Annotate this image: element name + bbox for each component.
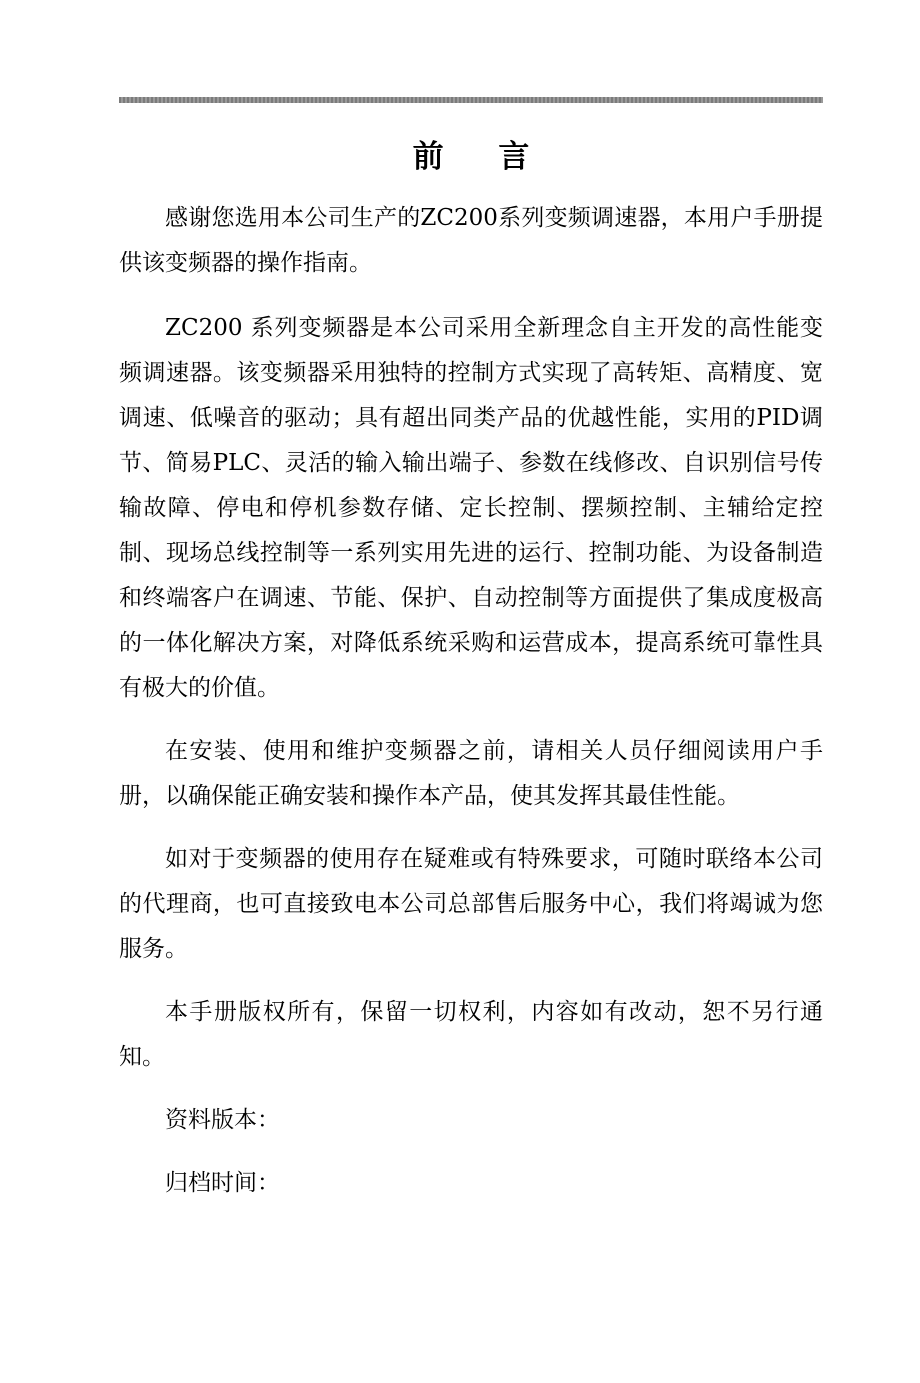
paragraph-read-manual: 在安装、使用和维护变频器之前，请相关人员仔细阅读用户手册，以确保能正确安装和操作本产品，使其发挥其最佳性能。 (119, 738, 823, 809)
archive-time-label: 归档时间： (165, 1170, 280, 1196)
paragraph-contact: 如对于变频器的使用存在疑难或有特殊要求，可随时联络本公司的代理商，也可直接致电本公司总部售后服务中心，我们将竭诚为您服务。 (119, 846, 823, 962)
paragraph-copyright: 本手册版权所有，保留一切权利，内容如有改动，恕不另行通知。 (119, 999, 823, 1070)
preface-body (119, 196, 823, 1206)
header-rule (119, 97, 823, 103)
paragraph-product-description: ZC200 系列变频器是本公司采用全新理念自主开发的高性能变频调速器。该变频器采用独特的控制方式实现了高转矩、高精度、宽调速、低噪音的驱动；具有超出同类产品的优越性能，实用的PID调节、简易PLC、灵活的输入输出端子、参数在线修改、自识别信号传输故障、停电和停机参数存储、定长控制、摆频控制、主辅给定控制、现场总线控制等一系列实用先进的运行、控制功能、为设备制造和终端客户在调速、节能、保护、自动控制等方面提供了集成度极高的一体化解决方案，对降低系统采购和运营成本，提高系统可靠性具有极大的价值。 (119, 315, 823, 701)
document-version-label: 资料版本： (165, 1107, 280, 1133)
paragraph-thanks: 感谢您选用本公司生产的ZC200系列变频调速器，本用户手册提供该变频器的操作指南。 (119, 205, 823, 276)
page-title: 前 言 (412, 139, 552, 175)
